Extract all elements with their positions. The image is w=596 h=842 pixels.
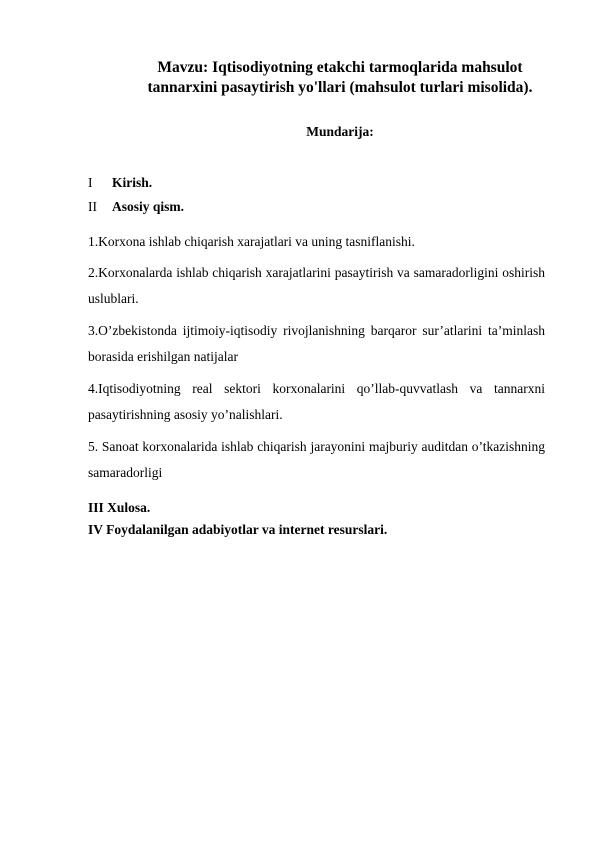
contents-item-line: 3.O’zbekistonda ijtimoiy-iqtisodiy rivojlanishning barqaror sur’atlarini ta’minlash — [88, 323, 545, 338]
contents-item-4 — [88, 376, 545, 428]
contents-item-line: uslublari. — [88, 291, 139, 306]
section-number: II — [88, 199, 97, 214]
section-main — [88, 198, 184, 216]
section-label: Kirish. — [112, 175, 153, 190]
contents-item-line: 5. Sanoat korxonalarida ishlab chiqarish jarayonini majburiy auditdan o’tkazishning — [88, 439, 545, 454]
document-title-line-1: Mavzu: Iqtisodiyotning etakchi tarmoqlarida mahsulot — [157, 59, 523, 76]
contents-item-line: pasaytirishning asosiy yo’nalishlari. — [88, 407, 283, 422]
contents-item-1 — [88, 229, 545, 255]
section-conclusion: III Xulosa. — [88, 500, 151, 515]
contents-item-line: samaradorligi — [88, 465, 163, 480]
section-intro — [88, 174, 152, 192]
section-label: Asosiy qism. — [112, 199, 185, 214]
contents-item-line: 1.Korxona ishlab chiqarish xarajatlari va uning tasniflanishi. — [88, 234, 415, 249]
contents-item-3 — [88, 318, 545, 370]
section-number: I — [88, 175, 93, 190]
contents-item-line: 4.Iqtisodiyotning real sektori korxonalarini qo’llab-quvvatlash va tannarxni — [88, 381, 545, 396]
contents-heading: Mundarija: — [306, 124, 374, 139]
section-references: IV Foydalanilgan adabiyotlar va internet resurslari. — [88, 522, 388, 537]
contents-item-5 — [88, 434, 545, 486]
contents-item-line: 2.Korxonalarda ishlab chiqarish xarajatlarini pasaytirish va samaradorligini oshirish — [88, 265, 545, 280]
document-title-line-2: tannarxini pasaytirish yo'llari (mahsulot turlari misolida). — [147, 79, 533, 96]
contents-item-2 — [88, 260, 545, 312]
contents-item-line: borasida erishilgan natijalar — [88, 349, 238, 364]
